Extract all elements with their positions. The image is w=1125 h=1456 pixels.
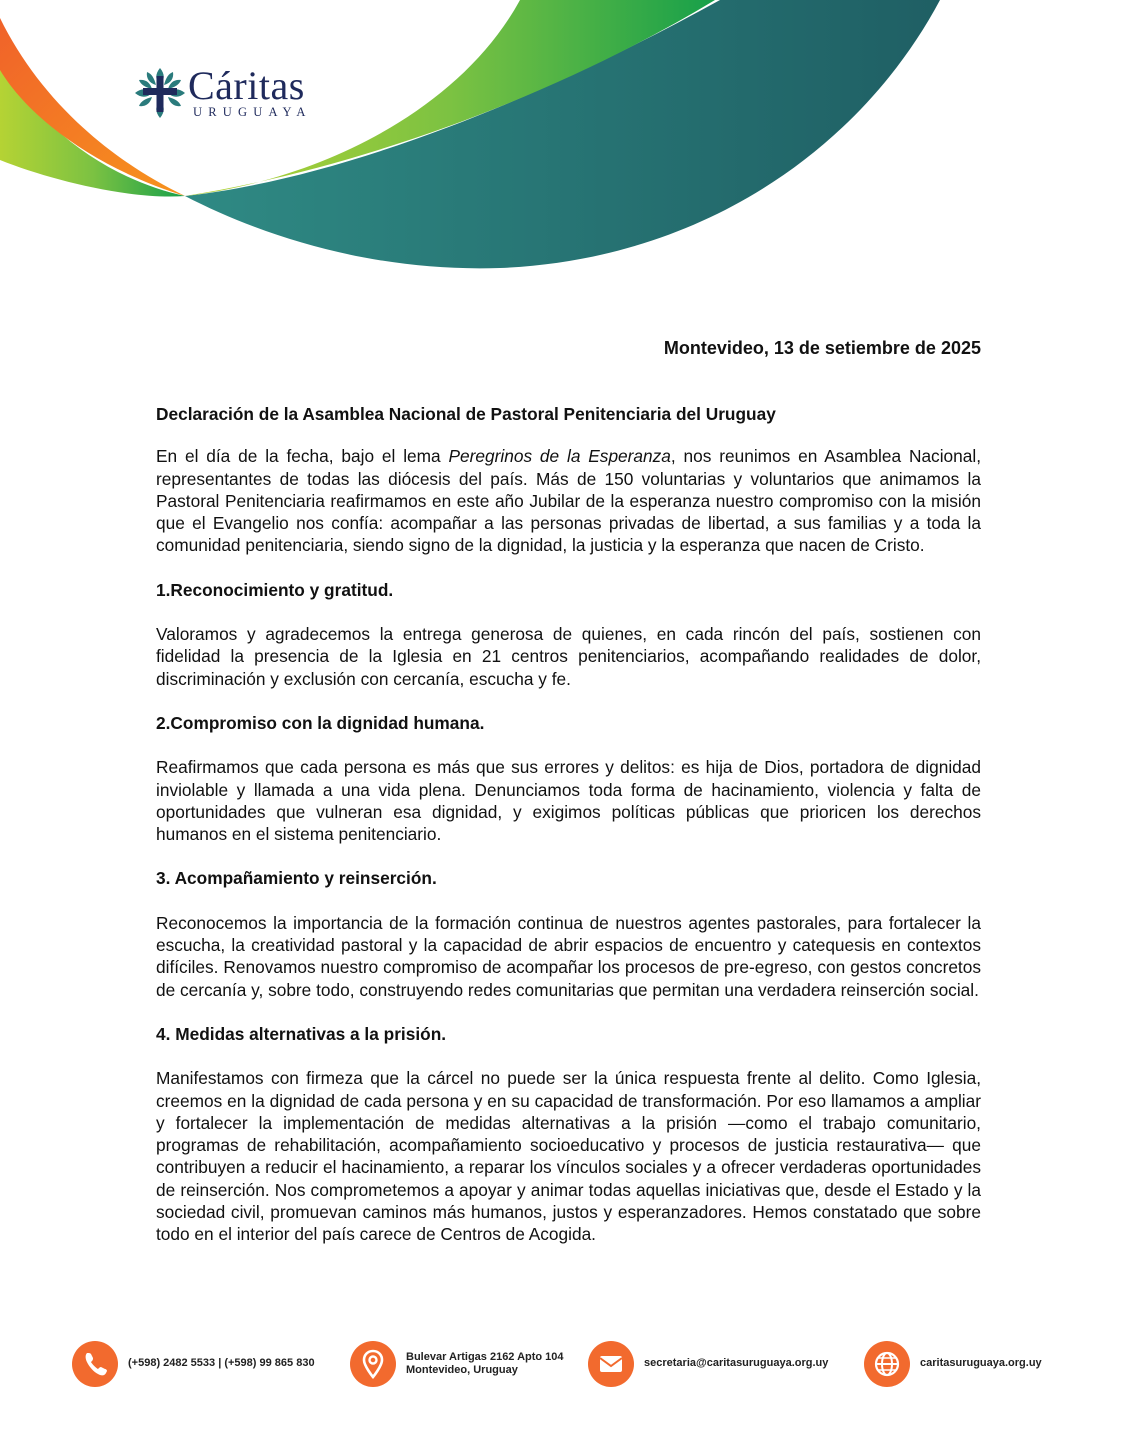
footer-phone (72, 1338, 342, 1390)
section-heading: 3. Acompañamiento y reinserción. (156, 868, 437, 889)
section-paragraph: Valoramos y agradecemos la entrega generosa de quienes, en cada rincón del país, sostienen con fidelidad la presencia de la Iglesia en 21 centros penitenciarios, acompañando realidades de dolor, discriminación y exclusión con cercanía, escucha y fe. (156, 624, 981, 689)
document-body (156, 403, 981, 1268)
footer-address (350, 1338, 590, 1390)
header-swoosh-graphic (0, 0, 1125, 290)
section-heading: 4. Medidas alternativas a la prisión. (156, 1023, 447, 1044)
footer-contact-bar (72, 1338, 1062, 1390)
intro-paragraph (156, 445, 981, 556)
intro-text-before: En el día de la fecha, bajo el lema (156, 446, 449, 467)
logo-country: URUGUAYA (193, 105, 312, 119)
logo-name: Cáritas (188, 63, 305, 108)
section-heading: 2.Compromiso con la dignidad humana. (156, 712, 485, 733)
section-paragraph: Reafirmamos que cada persona es más que sus errores y delitos: es hija de Dios, portadora de dignidad inviolable y llamada a una vida plena. Denunciamos toda forma de hacinamiento, violencia y falta de oportunidades que vulneran esa dignidad, y exigimos políticas públicas que prioricen los derechos humanos en el sistema penitenciario. (156, 757, 981, 845)
section-heading: 1.Reconocimiento y gratitud. (156, 579, 394, 600)
footer-website-text[interactable]: caritasuruguaya.org.uy (920, 1357, 1042, 1369)
section-paragraph: Manifestamos con firmeza que la cárcel no puede ser la única respuesta frente al delito. Como Iglesia, creemos en la dignidad de cada persona y en su capacidad de transformación. Por eso llamamos a ampliar y fortalecer la implementación de medidas alternativas a la prisión —como el trabajo comunitario, programas de rehabilitación, acompañamiento socioeducativo y procesos de justicia restaurativa— que contribuyen a reducir el hacinamiento, a reparar los vínculos sociales y a ofrecer verdaderas oportunidades de reinserción. Nos comprometemos a apoyar y animar todas aquellas iniciativas que, desde el Estado y la sociedad civil, promuevan caminos más humanos, justos y esperanzadores. Hemos constatado que sobre todo en el interior del país carece de Centros de Acogida. (156, 1068, 981, 1245)
location-pin-icon (350, 1341, 396, 1387)
intro-text-after: , nos reunimos en Asamblea Nacional, representantes de todas las diócesis del país. Más de 150 voluntarias y voluntarios que animamos la Pastoral Penitenciaria reafirmamos en este año Jubilar de la esperanza nuestro compromiso con la misión que el Evangelio nos confía: acompañar a las personas privadas de libertad, a sus familias y a toda la comunidad penitenciaria, siendo signo de la dignidad, la justicia y la esperanza que nacen de Cristo. (156, 446, 982, 556)
phone-icon (72, 1341, 118, 1387)
document-date: Montevideo, 13 de setiembre de 2025 (663, 338, 981, 358)
footer-address-line2: Montevideo, Uruguay (406, 1364, 518, 1376)
section-paragraph: Reconocemos la importancia de la formación continua de nuestros agentes pastorales, para fortalecer la escucha, la creatividad pastoral y la capacidad de abrir espacios de encuentro y catequesis en contextos difíciles. Renovamos nuestro compromiso de acompañar los procesos de pre-egreso, con gestos concretos de cercanía y, sobre todo, construyendo redes comunitarias que permitan una verdadera reinserción social. (156, 912, 981, 1000)
footer-email[interactable] (588, 1338, 868, 1390)
footer-phone-text: (+598) 2482 5533 | (+598) 99 865 830 (128, 1357, 315, 1369)
document-title: Declaración de la Asamblea Nacional de Pastoral Penitenciaria del Uruguay (156, 404, 776, 424)
footer-email-text[interactable]: secretaria@caritasuruguaya.org.uy (644, 1357, 829, 1369)
caritas-cross-icon (133, 66, 187, 120)
motto-emphasis: Peregrinos de la Esperanza (448, 446, 671, 467)
globe-icon (864, 1341, 910, 1387)
footer-address-line1: Bulevar Artigas 2162 Apto 104 (406, 1351, 564, 1363)
envelope-icon (588, 1341, 634, 1387)
caritas-logo (133, 63, 333, 122)
footer-website[interactable] (864, 1338, 1064, 1390)
